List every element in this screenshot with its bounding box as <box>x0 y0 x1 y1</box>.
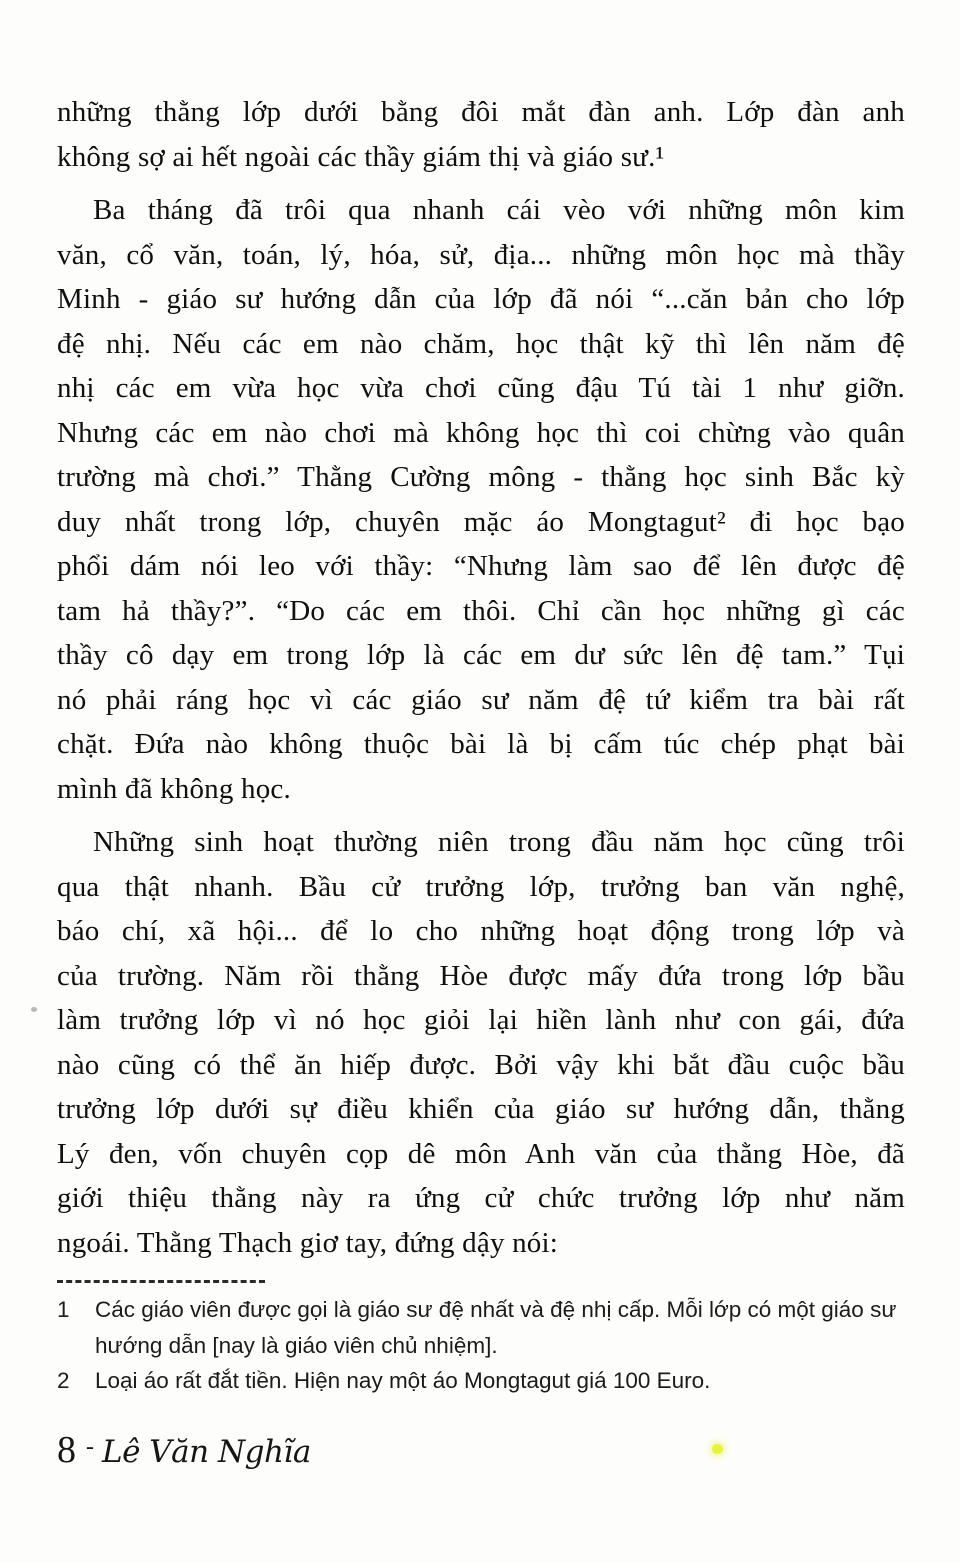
body-text <box>57 90 905 1265</box>
text-line: của trường. Năm rồi thằng Hòe được mấy đứa trong lớp bầu <box>57 959 905 992</box>
text-line: nó phải ráng học vì các giáo sư năm đệ tứ kiểm tra bài rất <box>57 683 905 716</box>
footnote-text <box>95 1292 907 1363</box>
footnote <box>57 1363 907 1399</box>
paragraph <box>57 820 905 1265</box>
paragraph <box>57 188 905 811</box>
text-line: trưởng lớp dưới sự điều khiển của giáo sư hướng dẫn, thằng <box>57 1093 905 1125</box>
text-line: Nhưng các em nào chơi mà không học thì coi chừng vào quân <box>57 416 905 449</box>
footnote-marker: 2 <box>57 1368 70 1393</box>
footer-separator: - <box>86 1434 94 1460</box>
author-name: Lê Văn Nghĩa <box>102 1434 311 1470</box>
text-line: Lý đen, vốn chuyên cọp dê môn Anh văn của thằng Hòe, đã <box>57 1137 905 1170</box>
footnotes <box>57 1292 907 1399</box>
text-line: báo chí, xã hội... để lo cho những hoạt động trong lớp và <box>57 915 905 947</box>
text-line: trường mà chơi.” Thằng Cường mông - thằng học sinh Bắc kỳ <box>57 461 905 493</box>
page-footer <box>57 1428 311 1472</box>
text-line: thầy cô dạy em trong lớp là các em dư sức lên đệ tam.” Tụi <box>57 639 905 671</box>
text-line: qua thật nhanh. Bầu cử trưởng lớp, trưởng ban văn nghệ, <box>57 870 905 903</box>
text-line: ngoái. Thằng Thạch giơ tay, đứng dậy nói: <box>57 1226 559 1259</box>
paragraph <box>57 90 905 179</box>
footnote-line: Các giáo viên được gọi là giáo sư đệ nhất và đệ nhị cấp. Mỗi lớp có một giáo sư <box>95 1297 897 1322</box>
text-line: duy nhất trong lớp, chuyên mặc áo Mongtagut² đi học bạo <box>57 505 905 538</box>
text-line: làm trưởng lớp vì nó học giỏi lại hiền lành như con gái, đứa <box>57 1004 905 1036</box>
footnote <box>57 1292 907 1363</box>
text-line: đệ nhị. Nếu các em nào chăm, học thật kỹ thì lên năm đệ <box>57 327 905 360</box>
text-line: giới thiệu thằng này ra ứng cử chức trưởng lớp như năm <box>57 1182 905 1214</box>
footnote-separator <box>57 1280 265 1283</box>
scan-speck <box>31 1007 37 1012</box>
text-line: nhị các em vừa học vừa chơi cũng đậu Tú tài 1 như giỡn. <box>57 372 905 404</box>
text-line: phổi dám nói leo với thầy: “Nhưng làm sao để lên được đệ <box>57 550 905 582</box>
text-line: Minh - giáo sư hướng dẫn của lớp đã nói “...căn bản cho lớp <box>57 283 905 315</box>
footnote-line: hướng dẫn [nay là giáo viên chủ nhiệm]. <box>95 1332 498 1358</box>
text-line: không sợ ai hết ngoài các thầy giám thị và giáo sư.¹ <box>57 140 665 173</box>
text-line: chặt. Đứa nào không thuộc bài là bị cấm túc chép phạt bài <box>57 728 905 760</box>
text-line: mình đã không học. <box>57 772 291 805</box>
footnote-text <box>95 1363 907 1399</box>
text-line: những thằng lớp dưới bằng đôi mắt đàn anh. Lớp đàn anh <box>57 96 905 128</box>
page-number: 8 <box>57 1429 76 1471</box>
footnote-line: Loại áo rất đắt tiền. Hiện nay một áo Mongtagut giá 100 Euro. <box>95 1368 711 1393</box>
footnote-marker: 1 <box>57 1297 70 1322</box>
text-line: nào cũng có thể ăn hiếp được. Bởi vậy khi bắt đầu cuộc bầu <box>57 1048 905 1081</box>
text-line: tam hả thầy?”. “Do các em thôi. Chỉ cần học những gì các <box>57 594 905 627</box>
text-line: Ba tháng đã trôi qua nhanh cái vèo với những môn kim <box>93 194 905 226</box>
yellow-highlighter-speck <box>712 1444 723 1454</box>
text-line: văn, cổ văn, toán, lý, hóa, sử, địa... những môn học mà thầy <box>57 238 905 271</box>
text-line: Những sinh hoạt thường niên trong đầu năm học cũng trôi <box>93 826 905 858</box>
